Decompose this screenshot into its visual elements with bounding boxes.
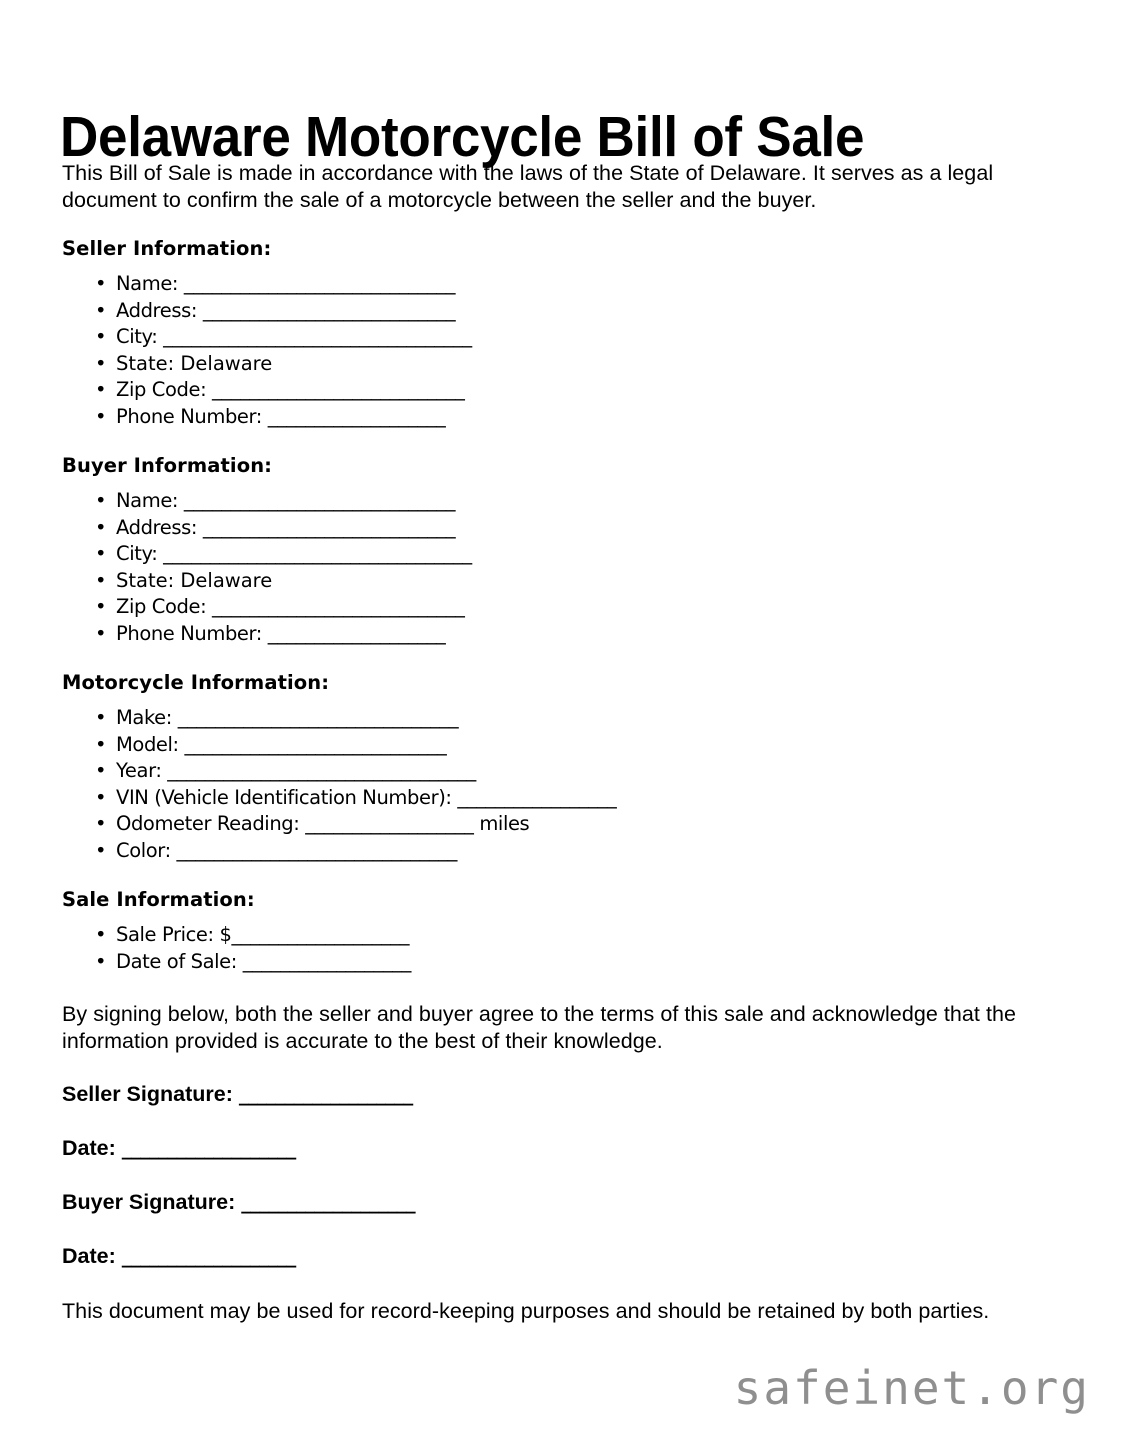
list-item (62, 324, 1052, 351)
buyer-date-label: Date: (62, 1244, 116, 1268)
list-item (62, 838, 1052, 865)
seller-signature-row (62, 1081, 1052, 1108)
list-item (62, 404, 1052, 431)
list-item (62, 594, 1052, 621)
agreement-paragraph: By signing below, both the seller and buyer agree to the terms of this sale and acknowledge that the information provided is accurate to the best of their knowledge. (62, 1002, 1016, 1053)
list-item (62, 515, 1052, 542)
list-item (62, 298, 1052, 325)
buyer-information-heading: Buyer Information: (62, 454, 273, 477)
seller-zip-field: Zip Code: ___________________________ (116, 378, 465, 401)
sale-price-field: Sale Price: $___________________ (116, 923, 410, 946)
motorcycle-odometer-field: Odometer Reading: __________________ miles (116, 812, 530, 835)
motorcycle-information-heading: Motorcycle Information: (62, 671, 330, 694)
buyer-signature-row (62, 1189, 1052, 1216)
motorcycle-model-field: Model: ____________________________ (116, 732, 447, 756)
buyer-signature-label: Buyer Signature: (62, 1190, 236, 1214)
seller-information-heading: Seller Information: (62, 237, 272, 260)
seller-city-field: City: _________________________________ (116, 325, 472, 348)
seller-name-field: Name: _____________________________ (116, 272, 456, 295)
footer-note: This document may be used for record-keeping purposes and should be retained by both parties. (62, 1299, 990, 1323)
seller-address-field: Address: ___________________________ (116, 298, 456, 322)
buyer-city-field: City: _________________________________ (116, 542, 472, 565)
list-item (62, 758, 1052, 785)
seller-field-list (62, 271, 1052, 430)
sale-date-field: Date of Sale: __________________ (116, 949, 412, 973)
list-item (62, 705, 1052, 732)
buyer-state-field: State: Delaware (116, 568, 273, 592)
list-item (62, 488, 1052, 515)
intro-paragraph: This Bill of Sale is made in accordance with the laws of the State of Delaware. It serves as a legal document to confirm the sale of a motorcycle between the seller and the buyer. (62, 161, 994, 212)
motorcycle-color-field: Color: ______________________________ (116, 838, 458, 862)
list-item (62, 568, 1052, 595)
motorcycle-field-list (62, 705, 1052, 864)
list-item (62, 351, 1052, 378)
seller-state-field: State: Delaware (116, 351, 273, 375)
motorcycle-make-field: Make: ______________________________ (116, 706, 459, 729)
list-item (62, 785, 1052, 812)
buyer-signature-blank[interactable]: ___________________ (241, 1191, 416, 1214)
list-item (62, 377, 1052, 404)
buyer-name-field: Name: _____________________________ (116, 489, 456, 512)
motorcycle-vin-field: VIN (Vehicle Identification Number): _________________ (116, 785, 617, 809)
sale-field-list (62, 922, 1052, 975)
buyer-date-blank[interactable]: ___________________ (121, 1245, 296, 1268)
buyer-address-field: Address: ___________________________ (116, 515, 456, 539)
seller-signature-blank[interactable]: ___________________ (238, 1083, 413, 1106)
page-title: Delaware Motorcycle Bill of Sale (60, 105, 865, 170)
list-item (62, 811, 1052, 838)
buyer-zip-field: Zip Code: ___________________________ (116, 595, 465, 618)
buyer-phone-field: Phone Number: ___________________ (116, 621, 446, 645)
list-item (62, 922, 1052, 949)
list-item (62, 949, 1052, 976)
document-body (62, 160, 1052, 1325)
seller-phone-field: Phone Number: ___________________ (116, 404, 446, 428)
motorcycle-year-field: Year: _________________________________ (116, 759, 476, 782)
buyer-field-list (62, 488, 1052, 647)
site-watermark: safeinet.org (733, 1361, 1090, 1415)
list-item (62, 621, 1052, 648)
seller-signature-label: Seller Signature: (62, 1082, 233, 1106)
seller-date-blank[interactable]: ___________________ (121, 1137, 296, 1160)
buyer-date-row (62, 1243, 1052, 1270)
seller-date-label: Date: (62, 1136, 116, 1160)
list-item (62, 271, 1052, 298)
sale-information-heading: Sale Information: (62, 888, 255, 911)
list-item (62, 732, 1052, 759)
seller-date-row (62, 1135, 1052, 1162)
list-item (62, 541, 1052, 568)
